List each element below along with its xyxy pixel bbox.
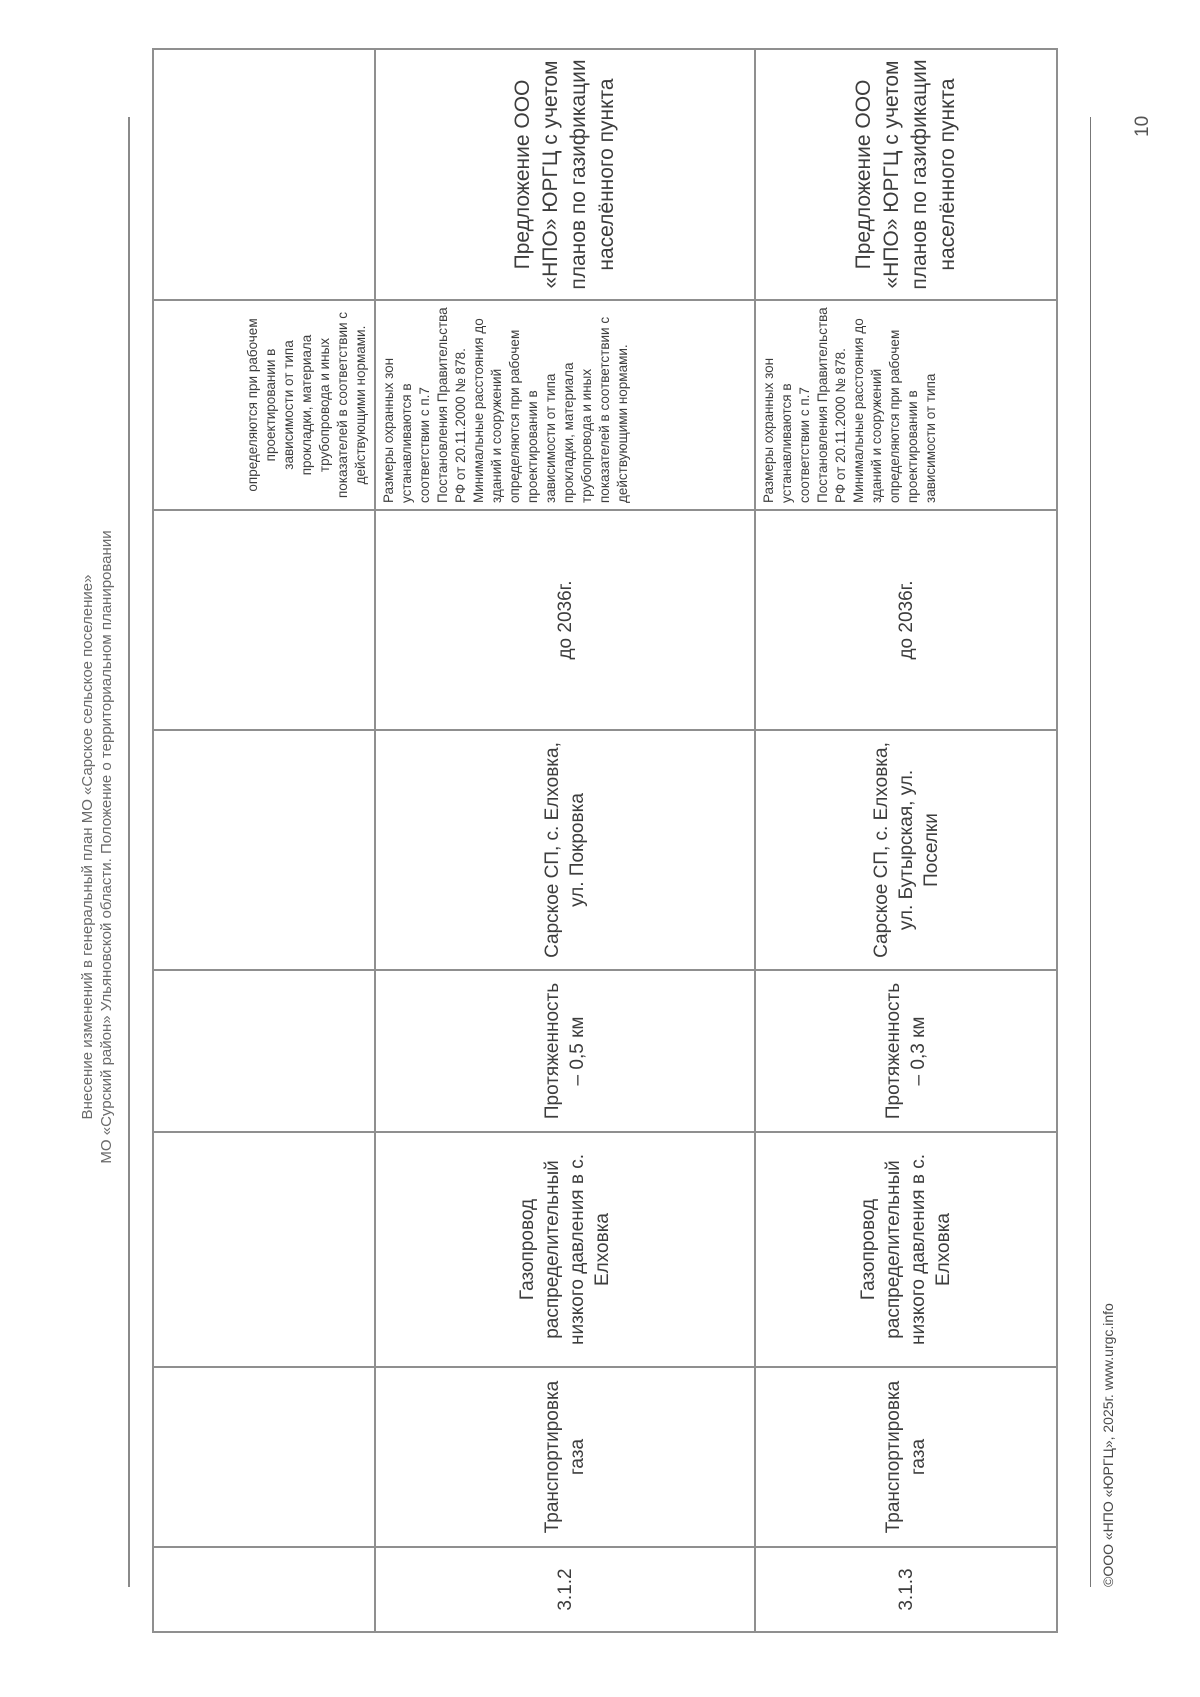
page-number: 10 [1132,115,1153,137]
cell-param: Протяженность – 0,5 км [375,970,755,1132]
header-divider [128,117,130,1587]
cell-location-empty [153,730,375,970]
cell-location: Сарское СП, с. Елховка, ул. Покровка [375,730,755,970]
cell-param-empty [153,970,375,1132]
cell-num: 3.1.2 [375,1547,755,1632]
footer-copyright: ©ООО «НПО «ЮРГЦ», 2025г. www.urgc.info [1100,1303,1116,1587]
cell-zones-continued: определяются при рабочем проектировании в зависимости от типа прокладки, материала трубопровода и иных показателей в соответствии с действующими нормами. [153,300,375,510]
cell-zones: Размеры охранных зон устанавливаются в соответствии с п.7 Постановления Правительства РФ от 20.11.2000 № 878. Минимальные расстояния до зданий и сооружений определяются при рабочем проектировании в зависимости от типа [755,300,1057,510]
planning-table [152,48,1058,1633]
cell-name-empty [153,1132,375,1367]
header-line-1: Внесение изменений в генеральный план МО «Сарское сельское поселение» [79,574,96,1120]
table-row-continuation [153,49,375,1632]
cell-term: до 2036г. [755,510,1057,730]
cell-param: Протяженность – 0,3 км [755,970,1057,1132]
cell-location: Сарское СП, с. Елховка, ул. Бутырская, ул. Поселки [755,730,1057,970]
footer-divider [1090,117,1091,1587]
cell-term: до 2036г. [375,510,755,730]
cell-basis: Предложение ООО «НПО» ЮРГЦ с учетом планов по газификации населённого пункта [755,49,1057,300]
cell-basis-empty [153,49,375,300]
cell-num-empty [153,1547,375,1632]
table-row [755,49,1057,1632]
cell-num: 3.1.3 [755,1547,1057,1632]
cell-type: Транспортировка газа [375,1367,755,1547]
cell-basis: Предложение ООО «НПО» ЮРГЦ с учетом планов по газификации населённого пункта [375,49,755,300]
table-row [375,49,755,1632]
cell-zones: Размеры охранных зон устанавливаются в соответствии с п.7 Постановления Правительства РФ от 20.11.2000 № 878. Минимальные расстояния до зданий и сооружений определяются при рабочем проектировании в зависимости от типа прокладки, материала трубопровода и иных показателей в соответствии с действующими нормами. [375,300,755,510]
cell-name: Газопровод распределительный низкого давления в с. Елховка [755,1132,1057,1367]
cell-term-empty [153,510,375,730]
header-line-2: МО «Сурский район» Ульяновской области. Положение о территориальном планировании [98,530,115,1164]
cell-type: Транспортировка газа [755,1367,1057,1547]
cell-name: Газопровод распределительный низкого давления в с. Елховка [375,1132,755,1367]
cell-type-empty [153,1367,375,1547]
